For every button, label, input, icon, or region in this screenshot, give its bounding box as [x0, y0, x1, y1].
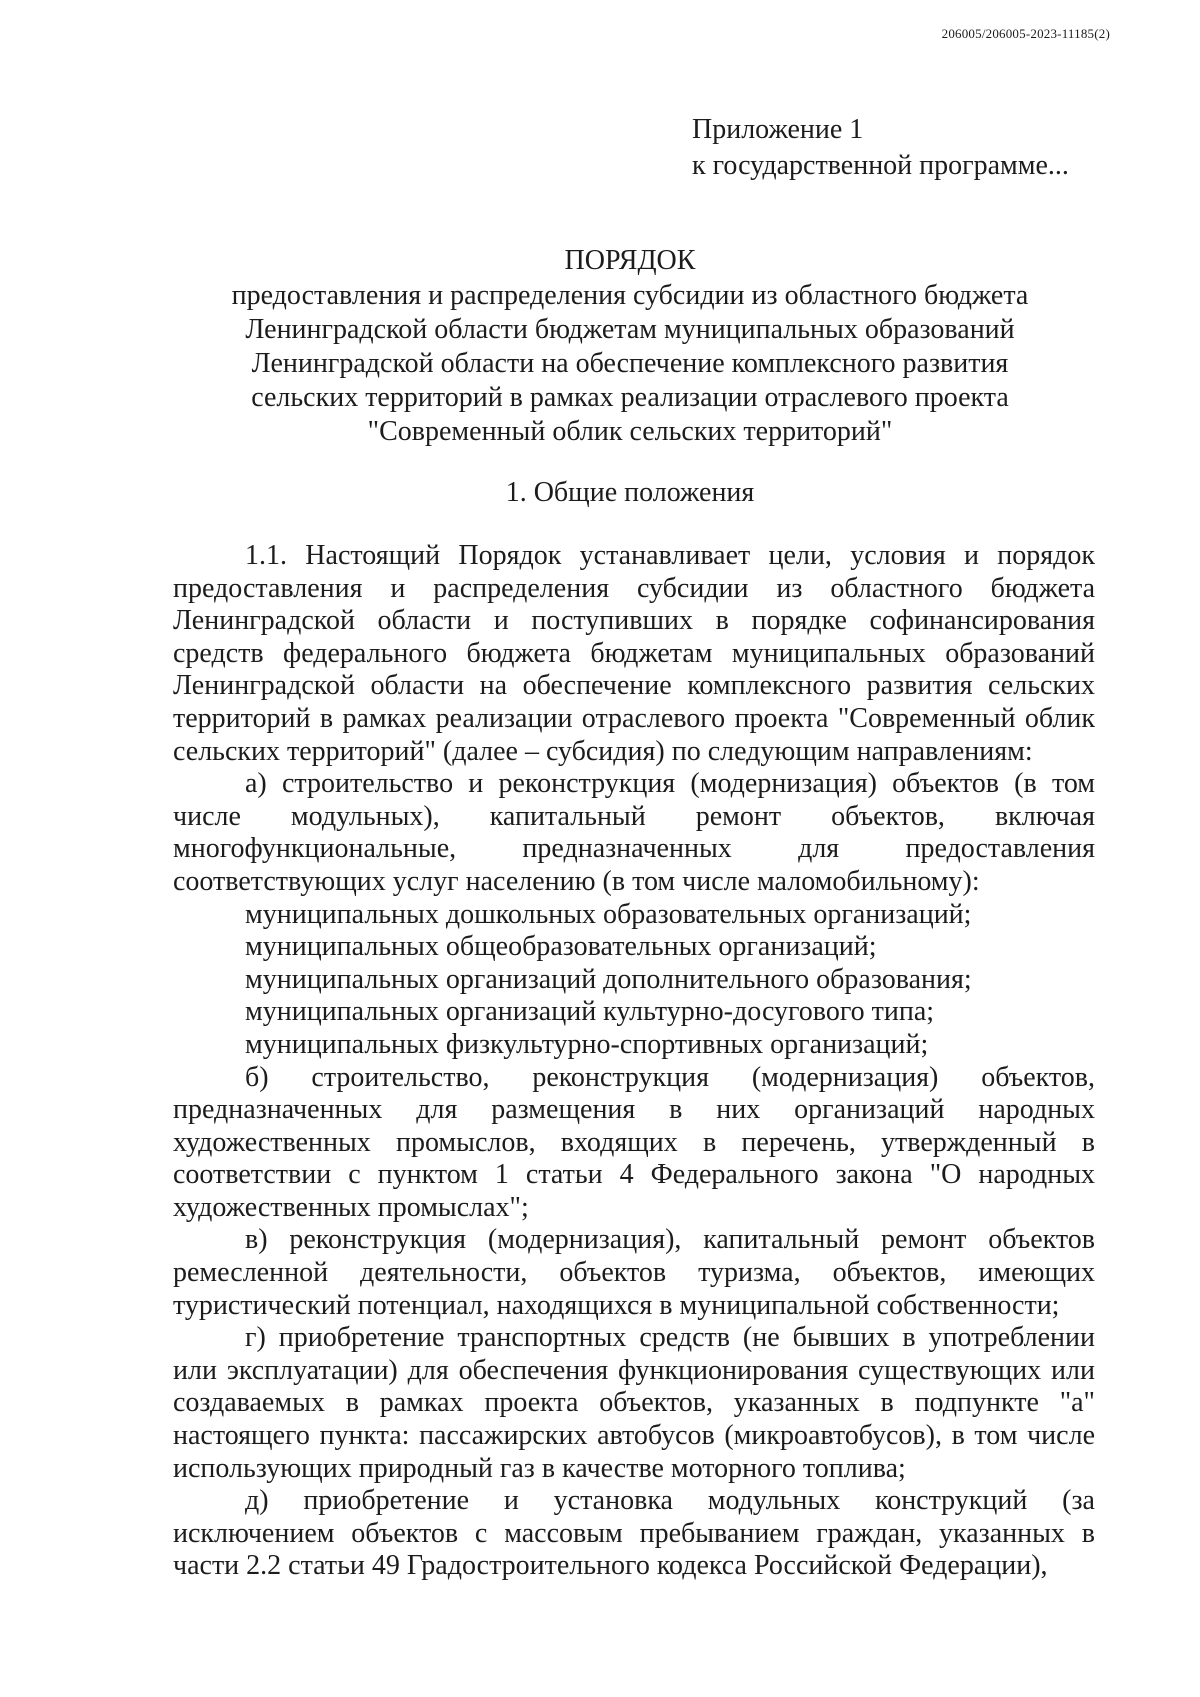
list-item: муниципальных организаций дополнительного образования; — [245, 963, 972, 995]
document-title — [170, 244, 1090, 449]
paragraph-v: в) реконструкция (модернизация), капитальный ремонт объектов ремесленной деятельности, объектов туризма, объектов, имеющих туристический потенциал, находящихся в муниципальной собственности; — [173, 1224, 1095, 1321]
title-line: сельских территорий в рамках реализации отраслевого проекта — [251, 382, 1009, 413]
paragraph-1-1: 1.1. Настоящий Порядок устанавливает цели, условия и порядок предоставления и распределения субсидии из областного бюджета Ленинградской области и поступивших в порядке софинансирования средств федерального бюджета бюджетам муниципальных образований Ленинградской области на обеспечение комплексного развития сельских территорий в рамках реализации отраслевого проекта "Современный облик сельских территорий" (далее – субсидия) по следующим направлениям: — [173, 540, 1095, 767]
title-line: Ленинградской области бюджетам муниципальных образований — [245, 314, 1015, 345]
list-item: муниципальных общеобразовательных организаций; — [245, 931, 877, 963]
document-id: 206005/206005-2023-11185(2) — [941, 26, 1110, 41]
section-heading: 1. Общие положения — [505, 477, 755, 508]
list-item: муниципальных физкультурно-спортивных организаций; — [245, 1028, 929, 1060]
title-line: предоставления и распределения субсидии из областного бюджета — [231, 280, 1029, 311]
paragraph-b: б) строительство, реконструкция (модернизация) объектов, предназначенных для размещения в них организаций народных художественных промыслов, входящих в перечень, утвержденный в соответствии с пунктом 1 статьи 4 Федерального закона "О народных художественных промыслах"; — [173, 1061, 1095, 1223]
title-main: ПОРЯДОК — [564, 245, 696, 276]
appendix-reference: к государственной программе... — [692, 150, 1069, 181]
paragraph-g: г) приобретение транспортных средств (не бывших в употреблении или эксплуатации) для обеспечения функционирования существующих или создаваемых в рамках проекта объектов, указанных в подпункте "а" настоящего пункта: пассажирских автобусов (микроавтобусов), в том числе использующих природный газ в качестве моторного топлива; — [173, 1322, 1095, 1484]
list-item: муниципальных дошкольных образовательных организаций; — [245, 898, 972, 930]
document-body — [173, 540, 1095, 1583]
title-line: "Современный облик сельских территорий" — [367, 416, 893, 447]
appendix-label: Приложение 1 — [692, 114, 864, 145]
paragraph-d: д) приобретение и установка модульных конструкций (за исключением объектов с массовым пребыванием граждан, указанных в части 2.2 статьи 49 Градостроительного кодекса Российской Федерации), — [173, 1485, 1095, 1582]
appendix-block — [692, 112, 1069, 184]
title-line: Ленинградской области на обеспечение комплексного развития — [251, 348, 1009, 379]
list-item: муниципальных организаций культурно-досугового типа; — [245, 996, 935, 1028]
paragraph-a: а) строительство и реконструкция (модернизация) объектов (в том числе модульных), капитальный ремонт объектов, включая многофункциональные, предназначенных для предоставления соответствующих услуг населению (в том числе маломобильному): — [173, 768, 1095, 897]
